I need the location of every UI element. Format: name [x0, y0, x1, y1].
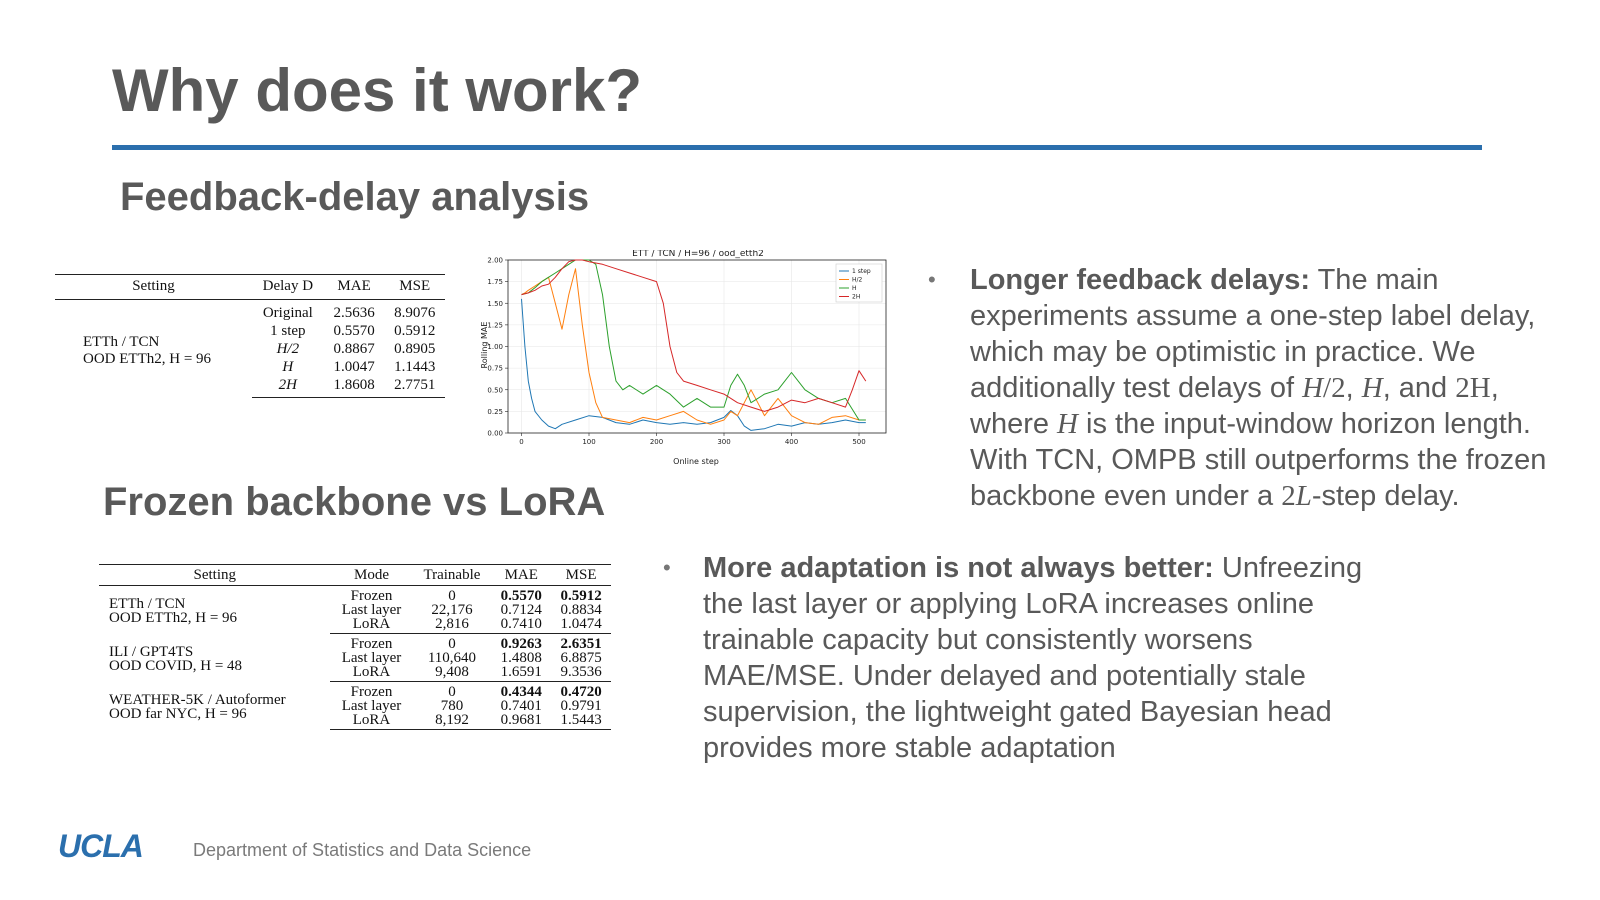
y-tick-label: 2.00: [487, 256, 503, 265]
cell-mse: 9.3536: [551, 665, 611, 682]
chart-series: [522, 260, 866, 430]
department-footer: Department of Statistics and Data Science: [193, 840, 532, 860]
cell-mode: LoRA: [330, 617, 412, 634]
delay-table: [55, 274, 445, 398]
cell-mse: 6.8875: [560, 650, 602, 666]
cell-mae: 0.7124: [500, 602, 542, 618]
title-rule: [112, 145, 1482, 150]
cell-trainable: 9,408: [413, 665, 492, 682]
y-tick-label: 0.00: [487, 429, 503, 438]
table-row: [99, 634, 611, 652]
setting-cell: ILI / GPT4TS OOD COVID, H = 48: [109, 644, 243, 674]
y-tick-label: 0.25: [487, 407, 503, 416]
setting-cell: WEATHER-5K / Autoformer OOD far NYC, H = 96: [109, 692, 286, 722]
bullet-lead: More adaptation is not always better:: [703, 552, 1214, 584]
table-row: H 1.0047 1.1443: [282, 359, 436, 375]
y-tick-label: 1.25: [487, 321, 503, 330]
table-row: [99, 586, 611, 604]
subheading-feedback-delay: Feedback-delay analysis: [120, 175, 590, 219]
slide-title: Why does it work?: [112, 57, 643, 124]
cell-mode: Last layer: [341, 650, 402, 666]
cell-mse: 2.6351: [560, 636, 602, 652]
legend-label: H/2: [852, 276, 863, 284]
cell-mse: 0.9791: [560, 698, 602, 714]
cell-mode: Last layer: [341, 602, 402, 618]
frozen-table-header: Setting Mode Trainable MAE MSE: [99, 565, 611, 586]
cell-trainable: 780: [440, 698, 464, 714]
chart-grid: [508, 260, 886, 433]
y-tick-label: 0.50: [487, 386, 503, 395]
cell-mae: 1.6591: [491, 665, 551, 682]
subheading-frozen-vs-lora: Frozen backbone vs LoRA: [103, 480, 606, 524]
cell-mae: 0.7401: [500, 698, 542, 714]
cell-mae: 0.9263: [500, 636, 542, 652]
x-tick-label: 400: [784, 438, 799, 446]
cell-trainable: 0: [448, 636, 456, 652]
chart-x-label: Online step: [673, 457, 719, 466]
bullet-dot: •: [928, 267, 936, 292]
legend-label: 2H: [852, 293, 861, 301]
cell-mode: Last layer: [341, 698, 402, 714]
cell-mse: 0.8834: [560, 602, 602, 618]
header-mse: MSE: [384, 275, 445, 300]
bullet-feedback-delays: • Longer feedback delays: The main experiments assume a one-step label delay, which may be optimistic in practice. We additionally test delays of H/2, H, and 2H, where H is the input-window horizon length. With TCN, OMPB still outperforms the frozen backbone even under a 2L-step delay.: [928, 264, 1547, 512]
cell-trainable: 0: [448, 684, 456, 700]
series-line-2H: [522, 260, 866, 411]
delay-table-header: [55, 275, 445, 300]
x-tick-label: 300: [717, 438, 731, 446]
cell-mae: 0.5570: [500, 588, 542, 604]
cell-mse: 1.0474: [551, 617, 611, 634]
series-line-H: [522, 260, 866, 420]
cell-mse: 0.4720: [560, 684, 602, 700]
cell-trainable: 0: [448, 588, 456, 604]
cell-trainable: 2,816: [413, 617, 492, 634]
table-row: ETTh / TCN OOD ETTh2, H = 96 Original 2.5636 8.9076: [55, 300, 445, 323]
series-line-1step: [522, 299, 866, 431]
frozen-lora-table: [99, 564, 611, 730]
cell-mae: 0.4344: [500, 684, 542, 700]
cell-trainable: 110,640: [427, 650, 477, 666]
header-setting: Setting: [55, 275, 252, 300]
x-tick-label: 200: [649, 438, 664, 446]
y-tick-label: 1.50: [487, 299, 503, 308]
chart-legend: [836, 264, 882, 302]
cell-mode: Frozen: [350, 684, 393, 700]
header-mae: MAE: [324, 275, 385, 300]
cell-mse: 0.5912: [560, 588, 602, 604]
cell-mode: LoRA: [330, 713, 412, 730]
table-row: 1 step 0.5570 0.5912: [270, 323, 436, 339]
y-tick-label: 1.00: [487, 343, 503, 351]
x-tick-label: 500: [852, 438, 866, 446]
cell-mae: 0.9681: [491, 713, 551, 730]
header-delay: Delay D: [252, 275, 324, 300]
bullet-dot: •: [663, 555, 671, 580]
y-tick-label: 0.75: [487, 364, 503, 373]
table-row: 2H 1.8608 2.7751: [55, 376, 445, 398]
cell-mse: 1.5443: [551, 713, 611, 730]
chart-title: ETT / TCN / H=96 / ood_etth2: [632, 250, 764, 259]
cell-trainable: 8,192: [413, 713, 492, 730]
cell-mode: LoRA: [330, 665, 412, 682]
cell-mae: 0.7410: [491, 617, 551, 634]
x-tick-label: 100: [582, 438, 596, 446]
cell-mode: Frozen: [350, 588, 393, 604]
cell-trainable: 22,176: [431, 602, 473, 618]
cell-mode: Frozen: [350, 636, 393, 652]
chart-y-label: Rolling MAE: [480, 321, 489, 369]
setting-cell: ETTh / TCN OOD ETTh2, H = 96: [83, 333, 212, 367]
bullet-lead: Longer feedback delays:: [970, 264, 1311, 296]
legend-label: 1 step: [852, 268, 871, 275]
setting-cell: ETTh / TCN OOD ETTh2, H = 96: [109, 596, 238, 627]
y-tick-label: 1.75: [487, 278, 503, 287]
x-tick-label: 0: [519, 438, 524, 446]
bullet-more-adaptation: • More adaptation is not always better: Unfreezing the last layer or applying LoRA increases online trainable capacity but consistently worsens MAE/MSE. Under delayed and potentially stale supervision, the lightweight gated Bayesian head provides more stable adaptation: [663, 552, 1363, 764]
table-row: H/2 0.8867 0.8905: [276, 341, 436, 357]
legend-label: H: [852, 285, 857, 292]
ucla-logo: UCLA: [58, 828, 143, 864]
table-row: [99, 682, 611, 700]
rolling-mae-chart: [478, 250, 910, 472]
cell-mae: 1.4808: [500, 650, 542, 666]
